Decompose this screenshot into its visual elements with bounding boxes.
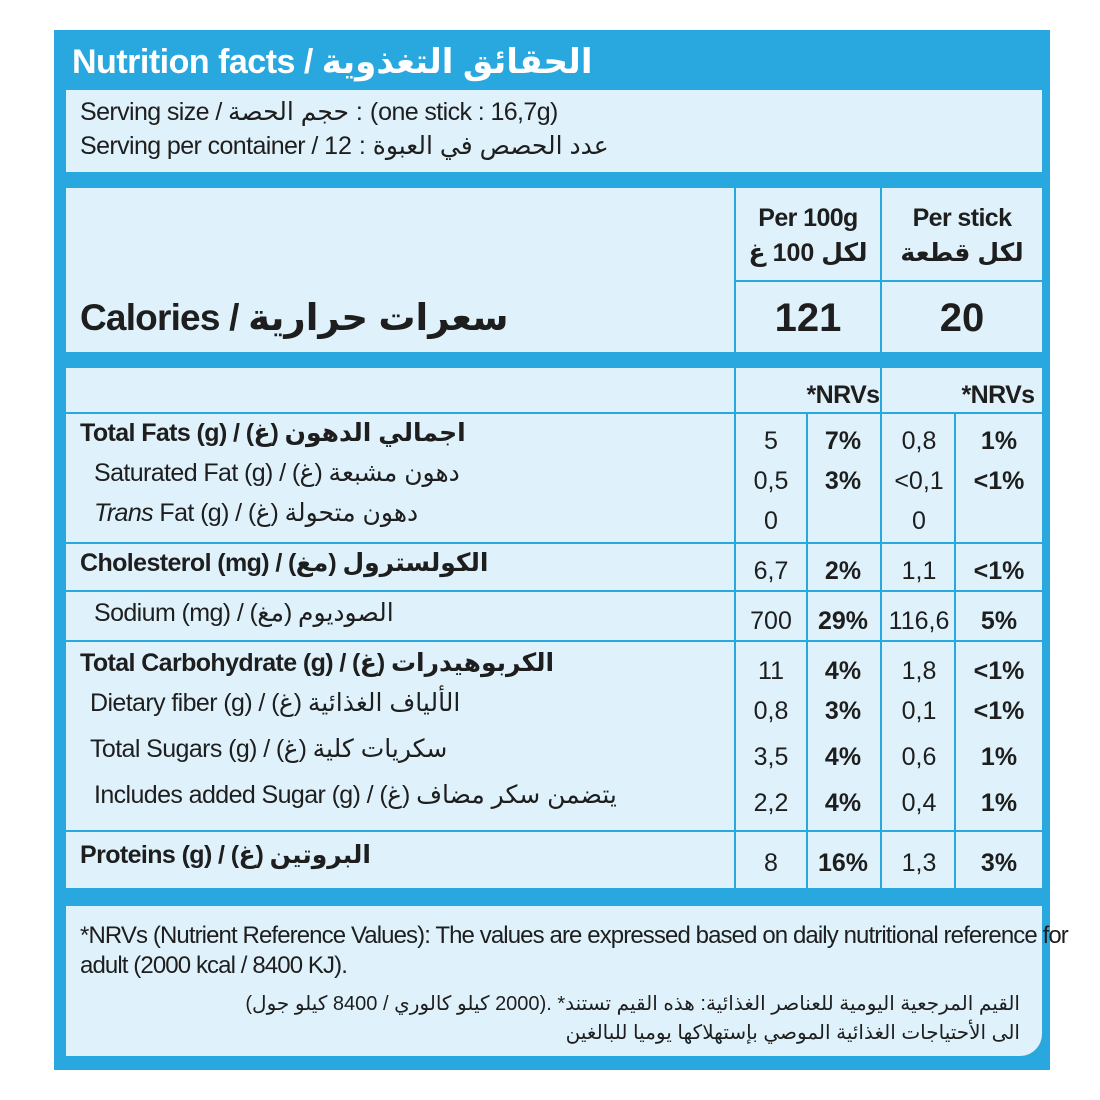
col-header-per100-en: Per 100g — [758, 204, 858, 232]
value-n100: 3% — [824, 467, 862, 495]
page-title: Nutrition facts / الحقائق التغذوية — [72, 43, 593, 81]
calories-perstick: 20 — [939, 296, 985, 340]
footnote-en-line2: adult (2000 kcal / 8400 KJ). — [80, 952, 347, 979]
value-v100: 700 — [750, 607, 792, 635]
nutrient-label: Proteins (g) / (غ) البروتين — [80, 841, 371, 869]
nutrient-label-italic: Trans — [94, 499, 154, 527]
value-vs: 0,8 — [901, 427, 937, 455]
footnote-ar-line2: الى الأحتياجات الغذائية الموصي بإستهلاكها يوميا للبالغين — [565, 1022, 1020, 1044]
value-ns: 3% — [980, 849, 1018, 877]
value-vs: 1,3 — [901, 849, 937, 877]
value-v100: 0,8 — [753, 697, 789, 725]
value-ns: 1% — [980, 427, 1018, 455]
col-header-perstick-ar: لكل قطعة — [900, 239, 1024, 267]
nutrient-label-text: Fat (g) / (غ) دهون متحولة — [153, 499, 419, 527]
serving-size: Serving size / حجم الحصة : (one stick : 16,7g) — [80, 98, 559, 126]
serving-per-container: Serving per container / عدد الحصص في العبوة : 12 — [80, 132, 609, 160]
value-vs: <0,1 — [894, 467, 944, 495]
nutrient-label: Includes added Sugar (g) / (غ) يتضمن سكر مضاف — [94, 781, 617, 809]
calories-per100: 121 — [774, 296, 842, 340]
nutrient-label: Dietary fiber (g) / (غ) الألياف الغذائية — [90, 689, 461, 717]
calories-label: Calories / سعرات حرارية — [80, 297, 509, 338]
value-vs: 0,1 — [901, 697, 937, 725]
value-v100: 0 — [764, 507, 778, 535]
nrv-header-per100: *NRVs — [806, 381, 880, 409]
value-ns: <1% — [973, 467, 1025, 495]
value-ns: 5% — [980, 607, 1018, 635]
value-ns: <1% — [973, 697, 1025, 725]
value-n100: 2% — [824, 557, 862, 585]
value-ns: <1% — [973, 557, 1025, 585]
value-v100: 6,7 — [753, 557, 789, 585]
value-v100: 5 — [764, 427, 778, 455]
value-ns: <1% — [973, 657, 1025, 685]
nutrient-label: Sodium (mg) / (مغ) الصوديوم — [94, 599, 394, 627]
value-n100: 4% — [824, 657, 862, 685]
value-n100: 16% — [817, 849, 869, 877]
value-vs: 1,1 — [901, 557, 937, 585]
value-v100: 11 — [758, 657, 784, 685]
col-header-perstick-en: Per stick — [912, 204, 1012, 232]
value-vs: 0,6 — [901, 743, 937, 771]
value-ns: 1% — [980, 789, 1018, 817]
nutrient-label: Cholesterol (mg) / (مغ) الكولسترول — [80, 549, 489, 577]
value-n100: 4% — [824, 789, 862, 817]
footnote-en-line1: *NRVs (Nutrient Reference Values): The values are expressed based on daily nutritional reference for — [80, 922, 1068, 949]
value-v100: 8 — [764, 849, 778, 877]
value-v100: 3,5 — [753, 743, 789, 771]
value-vs: 0 — [912, 507, 926, 535]
value-v100: 2,2 — [753, 789, 789, 817]
value-ns: 1% — [980, 743, 1018, 771]
nrv-header-perstick: *NRVs — [961, 381, 1035, 409]
value-n100: 4% — [824, 743, 862, 771]
nutrient-label — [94, 498, 418, 528]
value-n100: 7% — [824, 427, 862, 455]
nutrient-label: Saturated Fat (g) / (غ) دهون مشبعة — [94, 459, 460, 487]
nutrient-label: Total Carbohydrate (g) / (غ) الكربوهيدرات — [80, 649, 555, 677]
footnote-ar-line1: القيم المرجعية اليومية للعناصر الغذائية: هذه القيم تستند* .(2000 كيلو كالوري / 8400 كيلو جول) — [245, 993, 1020, 1015]
value-vs: 0,4 — [901, 789, 937, 817]
value-vs: 1,8 — [901, 657, 937, 685]
value-vs: 116,6 — [888, 607, 950, 635]
nutrient-label: Total Sugars (g) / (غ) سكريات كلية — [90, 735, 448, 763]
nutrient-label: Total Fats (g) / (غ) اجمالي الدهون — [80, 419, 466, 447]
value-n100: 29% — [817, 607, 869, 635]
value-n100: 3% — [824, 697, 862, 725]
col-header-per100-ar: لكل 100 غ — [748, 239, 868, 267]
value-v100: 0,5 — [753, 467, 789, 495]
